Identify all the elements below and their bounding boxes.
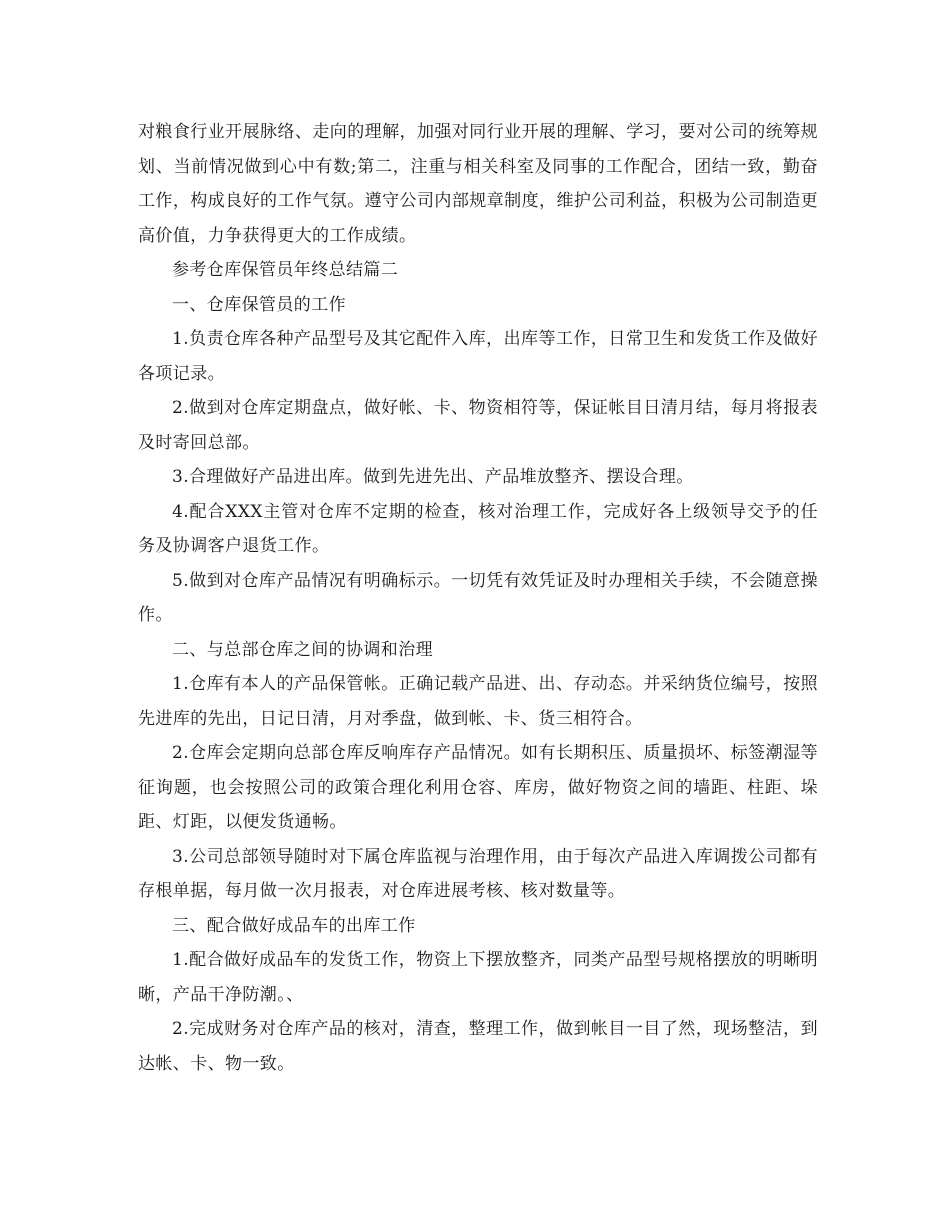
list-item: 1.仓库有本人的产品保管帐。正确记载产品进、出、存动态。并采纳货位编号，按照先进库的先出，日记日清，月对季盘，做到帐、卡、货三相符合。 xyxy=(138,674,818,729)
document-body xyxy=(138,115,818,1081)
section-heading-3: 三、配合做好成品车的出库工作 xyxy=(172,915,416,936)
section-heading-2: 二、与总部仓库之间的协调和治理 xyxy=(172,639,433,660)
list-item: 2.完成财务对仓库产品的核对，清查，整理工作，做到帐目一目了然，现场整洁，到达帐、卡、物一致。 xyxy=(138,1019,818,1074)
list-item: 2.做到对仓库定期盘点，做好帐、卡、物资相符等，保证帐目日清月结，每月将报表及时寄回总部。 xyxy=(138,398,818,453)
list-item: 1.配合做好成品车的发货工作，物资上下摆放整齐，同类产品型号规格摆放的明晰明晰，产品干净防潮。、 xyxy=(138,950,818,1005)
list-item: 4.配合XXX主管对仓库不定期的检查，核对治理工作，完成好各上级领导交予的任务及协调客户退货工作。 xyxy=(138,501,818,556)
list-item: 5.做到对仓库产品情况有明确标示。一切凭有效凭证及时办理相关手续，不会随意操作。 xyxy=(138,570,818,625)
list-item: 1.负责仓库各种产品型号及其它配件入库，出库等工作，日常卫生和发货工作及做好各项记录。 xyxy=(138,329,818,384)
list-item: 2.仓库会定期向总部仓库反响库存产品情况。如有长期积压、质量损坏、标签潮湿等征询题，也会按照公司的政策合理化利用仓容、库房，做好物资之间的墙距、柱距、垛距、灯距，以便发货通畅。 xyxy=(138,743,818,832)
section-title: 参考仓库保管员年终总结篇二 xyxy=(172,260,399,280)
list-item: 3.合理做好产品进出库。做到先进先出、产品堆放整齐、摆设合理。 xyxy=(172,467,694,487)
section-heading-1: 一、仓库保管员的工作 xyxy=(172,294,346,315)
paragraph-intro: 对粮食行业开展脉络、走向的理解，加强对同行业开展的理解、学习，要对公司的统筹规划、当前情况做到心中有数;第二，注重与相关科室及同事的工作配合，团结一致，勤奋工作，构成良好的工作气氛。遵守公司内部规章制度，维护公司利益，积极为公司制造更高价值，力争获得更大的工作成绩。 xyxy=(138,122,818,246)
list-item: 3.公司总部领导随时对下属仓库监视与治理作用，由于每次产品进入库调拨公司都有存根单据，每月做一次月报表，对仓库进展考核、核对数量等。 xyxy=(138,846,818,901)
